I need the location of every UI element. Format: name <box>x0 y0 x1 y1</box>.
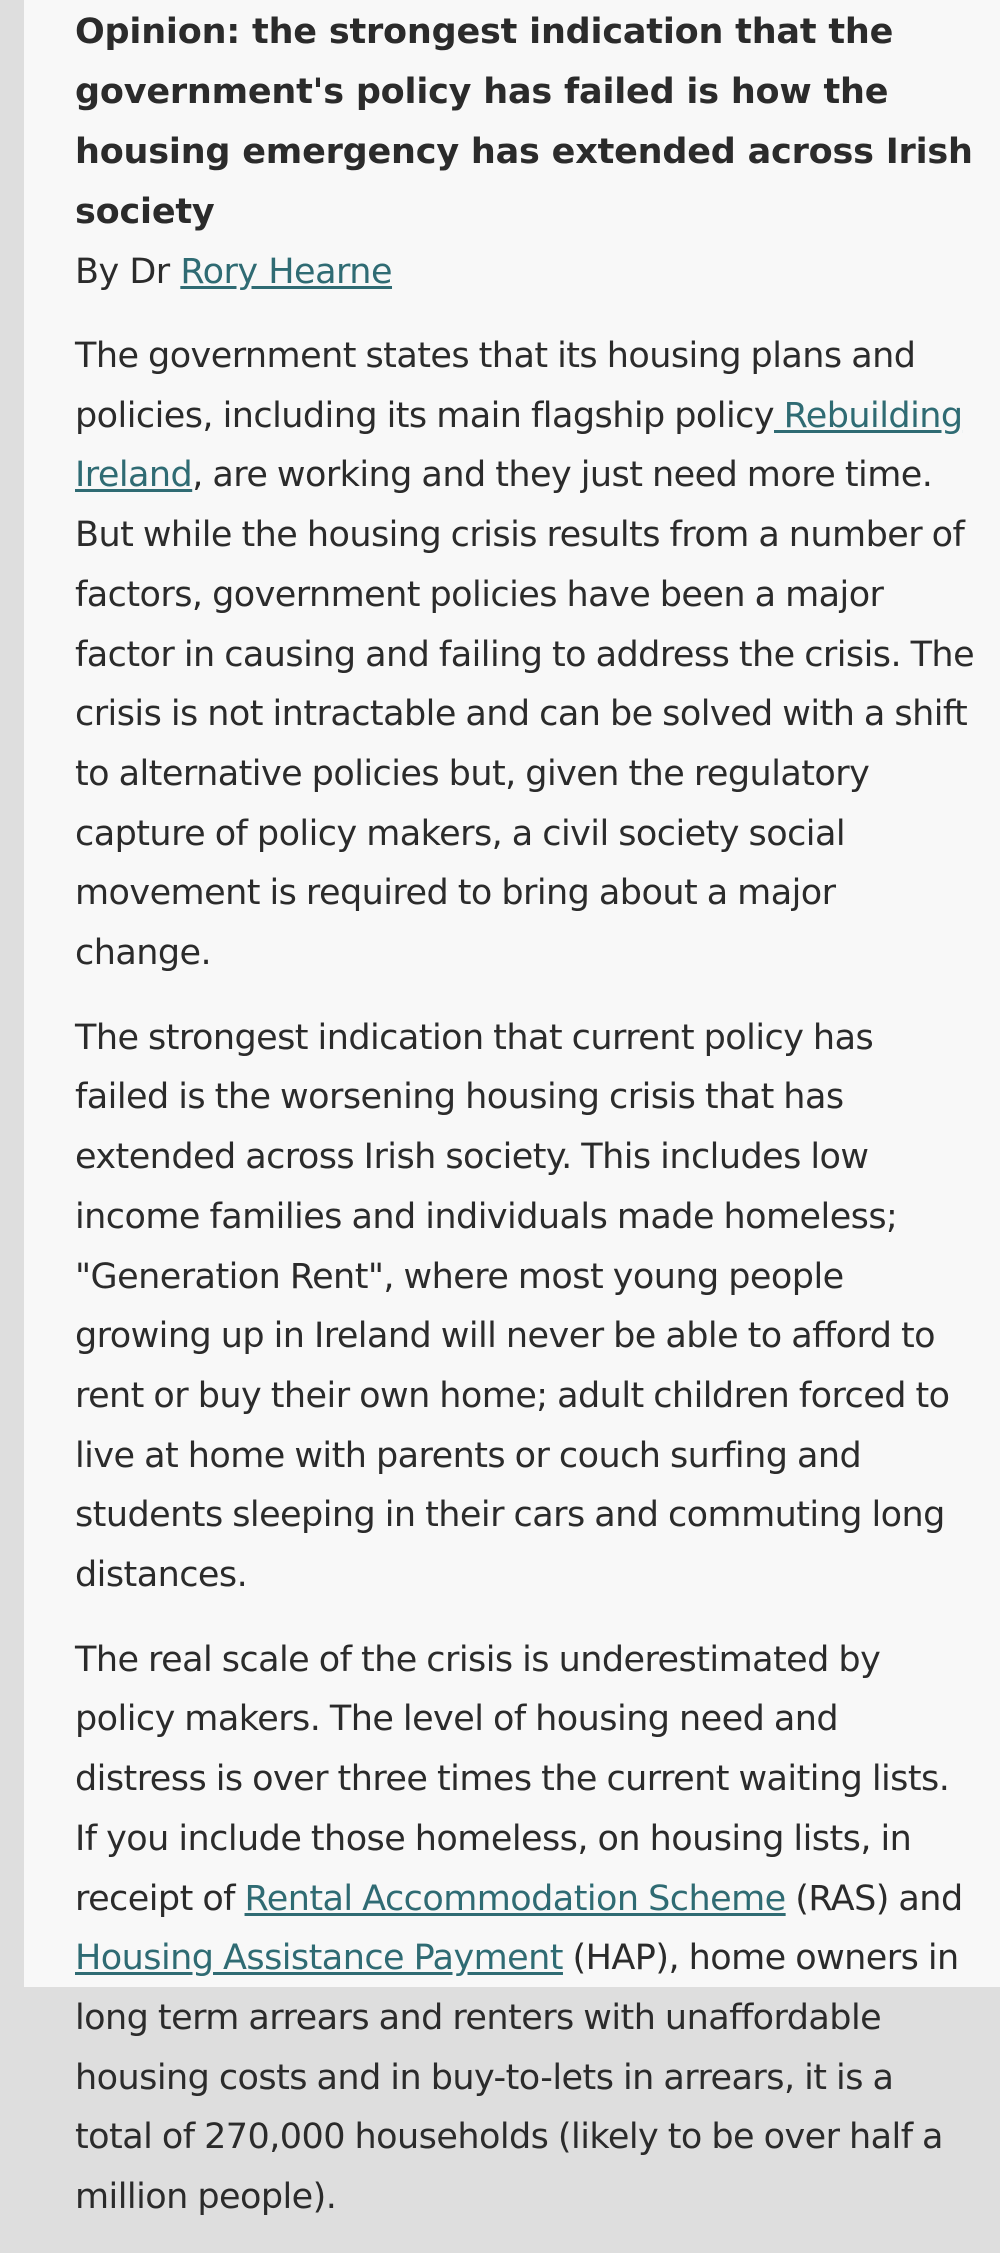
paragraph-3-text-a: The real scale of the crisis is underestimated by policy makers. The level of housing need and distress is over three times the current waiting lists. If you include those homeless, on housing lists, in receipt of <box>75 1639 950 1919</box>
paragraph-3-text-b: (RAS) and <box>785 1878 963 1919</box>
article-headline: Opinion: the strongest indication that the government's policy has failed is how the housing emergency has extended across Irish society <box>75 12 973 232</box>
rebuilding-ireland-link[interactable]: Rebuilding Ireland <box>75 395 963 496</box>
byline-prefix: By Dr <box>75 252 181 292</box>
housing-assistance-payment-link[interactable]: Housing Assistance Payment <box>75 1938 563 1979</box>
paragraph-3-text-c: (HAP), home owners in long term arrears and renters with unaffordable housing costs and in buy-to-lets in arrears, it is a total of 270,000 households (likely to be over half a million people). <box>75 1938 959 2218</box>
paragraph-1 <box>75 327 975 984</box>
paragraph-1-text-a: The government states that its housing plans and policies, including its main flagship policy <box>75 336 916 436</box>
paragraph-1-text-b: , are working and they just need more time. But while the housing crisis results from a number of factors, government policies have been a major factor in causing and failing to address the crisis. The crisis is not intractable and can be solved with a shift to alternative policies but, given the regulatory capture of policy makers, a civil society social movement is required to bring about a major change. <box>75 455 975 974</box>
rental-accommodation-scheme-link[interactable]: Rental Accommodation Scheme <box>244 1878 786 1919</box>
paragraph-2: The strongest indication that current policy has failed is the worsening housing crisis that has extended across Irish society. This includes low income families and individuals made homeless; "Generation Rent", where most young people growing up in Ireland will never be able to afford to rent or buy their own home; adult children forced to live at home with parents or couch surfing and students sleeping in their cars and commuting long distances. <box>75 1017 950 1596</box>
article-page <box>24 0 1000 2218</box>
author-link[interactable]: Rory Hearne <box>180 252 393 292</box>
paragraph-3 <box>75 1631 975 2228</box>
byline <box>75 242 975 302</box>
article-content <box>75 0 975 2253</box>
